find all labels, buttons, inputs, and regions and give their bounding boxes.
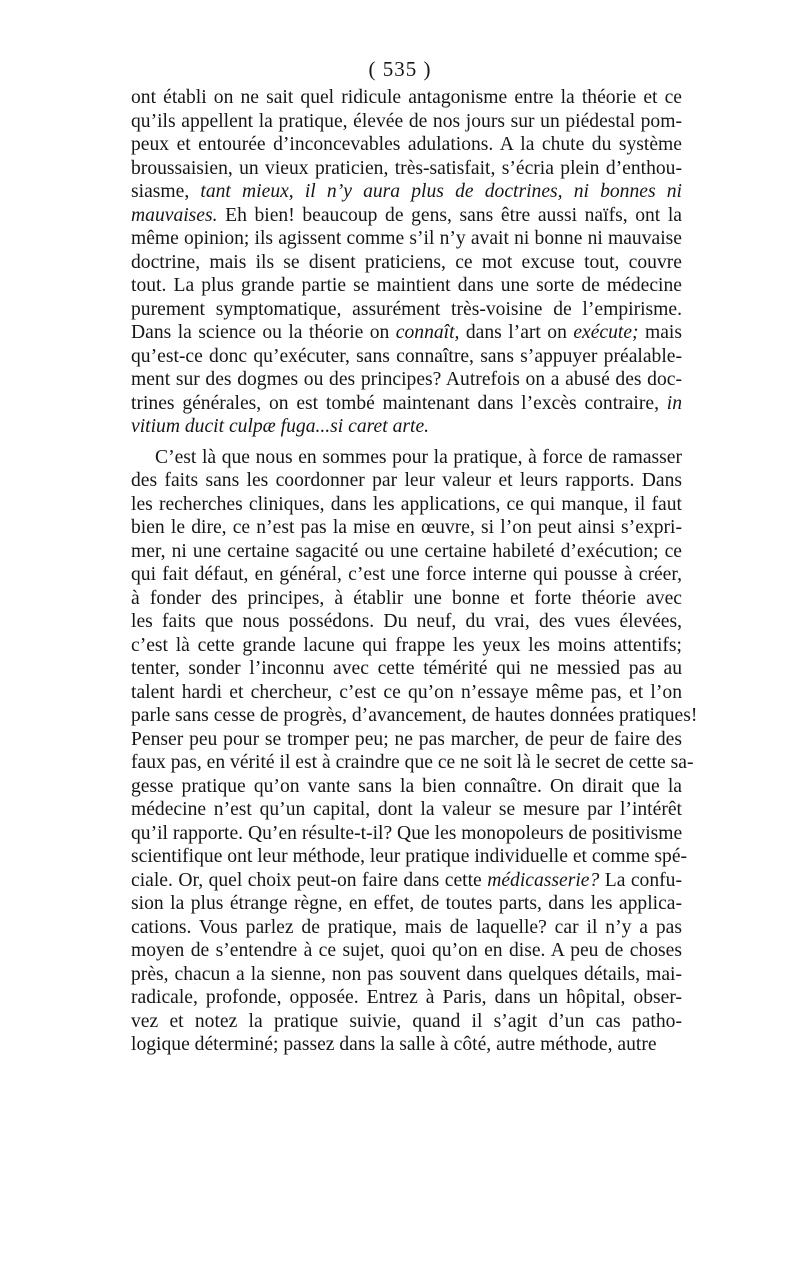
text-segment: scientifique ont leur méthode, leur pratique individuelle et comme spé- [131, 846, 688, 867]
text-segment: ont établi on ne sait quel ridicule antagonisme entre la théorie et ce [131, 87, 682, 108]
text-segment: Penser peu pour se tromper peu; ne pas marcher, de peur de faire des [131, 728, 682, 750]
text-line [131, 368, 682, 392]
text-segment: bien le dire, ce n’est pas la mise en œuvre, si l’on peut ainsi s’expri- [131, 517, 682, 538]
text-line [131, 321, 682, 345]
text-segment: trines générales, on est tombé maintenant dans l’excès contraire, [131, 392, 667, 414]
text-segment: mais [638, 322, 682, 343]
text-segment: ciale. Or, quel choix peut-on faire dans cette [131, 869, 488, 891]
text-line [131, 493, 682, 517]
text-line [131, 728, 682, 752]
text-line [131, 751, 694, 775]
text-segment: purement symptomatique, assurément très-voisine de l’empirisme. [131, 298, 682, 320]
text-segment: même opinion; ils agissent comme s’il n’y avait ni bonne ni mauvaise [131, 228, 682, 249]
text-line [131, 516, 682, 540]
text-segment: mer, ni une certaine sagacité ou une certaine habileté d’exécution; ce [131, 540, 682, 562]
text-segment: siasme, [131, 181, 201, 202]
text-segment: qui fait défaut, en général, c’est une force interne qui pousse à créer, [131, 564, 682, 585]
text-segment: radicale, profonde, opposée. Entrez à Paris, dans un hôpital, obser- [131, 987, 682, 1008]
text-line [131, 634, 682, 658]
text-line [131, 446, 682, 470]
text-segment: Eh bien! beaucoup de gens, sans être aussi naïfs, ont la [217, 204, 682, 226]
body-text [131, 86, 698, 1057]
text-line [131, 1033, 682, 1057]
page-number: ( 535 ) [368, 57, 432, 81]
text-line [131, 822, 682, 846]
italic-text: in [666, 392, 682, 414]
text-segment: près, chacun a la sienne, non pas souvent dans quelques détails, mai- [131, 963, 682, 985]
text-line [131, 704, 698, 728]
text-segment: à fonder des principes, à établir une bonne et forte théorie avec [131, 587, 682, 609]
text-line [131, 963, 682, 987]
text-segment: médecine n’est qu’un capital, dont la valeur se mesure par l’intérêt [131, 799, 682, 820]
italic-text: médicasserie? [487, 869, 600, 891]
text-segment: La confu- [599, 869, 682, 891]
text-line [131, 345, 682, 369]
paragraph-gap [131, 439, 682, 446]
text-line [131, 86, 682, 110]
italic-text: connaît, [395, 322, 460, 343]
text-line [131, 986, 682, 1010]
text-line [131, 180, 682, 204]
text-line [131, 845, 688, 869]
text-segment: tenter, sonder l’inconnu avec cette témérité qui ne messied pas au [131, 658, 682, 679]
text-line [131, 1010, 682, 1034]
text-line [131, 681, 682, 705]
text-segment: peux et entourée d’inconcevables adulations. A la chute du système [131, 134, 682, 155]
text-line [131, 298, 682, 322]
text-segment: C’est là que nous en sommes pour la pratique, à force de ramasser [155, 446, 682, 468]
text-line [131, 392, 682, 416]
text-segment: des faits sans les coordonner par leur valeur et leurs rapports. Dans [131, 470, 682, 491]
text-line [131, 540, 682, 564]
text-segment: c’est là cette grande lacune qui frappe les yeux les moins attentifs; [131, 634, 682, 656]
text-line [131, 110, 682, 134]
text-segment: les faits que nous possédons. Du neuf, du vrai, des vues élevées, [131, 611, 682, 632]
text-segment: qu’ils appellent la pratique, élevée de nos jours sur un piédestal pom- [131, 110, 682, 132]
text-line [131, 274, 682, 298]
text-line [131, 869, 682, 893]
text-line [131, 469, 682, 493]
text-line [131, 157, 682, 181]
text-line [131, 227, 682, 251]
text-line [131, 939, 682, 963]
italic-text: mauvaises. [131, 204, 218, 226]
text-line [131, 415, 682, 439]
text-segment: vez et notez la pratique suivie, quand il s’agit d’un cas patho- [131, 1010, 682, 1032]
text-segment: ment sur des dogmes ou des principes? Autrefois on a abusé des doc- [131, 369, 682, 390]
text-line [131, 610, 682, 634]
text-segment: sion la plus étrange règne, en effet, de toutes parts, dans les applica- [131, 893, 682, 914]
paragraph [131, 446, 698, 1057]
text-segment: Dans la science ou la théorie on [131, 322, 396, 343]
text-segment: les recherches cliniques, dans les applications, ce qui manque, il faut [131, 493, 682, 515]
italic-text: vitium ducit culpæ fuga...si caret arte. [131, 416, 430, 437]
italic-text: exécute; [573, 322, 639, 343]
text-segment: talent hardi et chercheur, c’est ce qu’on n’essaye même pas, et l’on [131, 681, 682, 703]
text-line [131, 916, 682, 940]
text-line [131, 587, 682, 611]
text-segment: logique déterminé; passez dans la salle à côté, autre méthode, autre [131, 1034, 657, 1055]
text-segment: gesse pratique qu’on vante sans la bien connaître. On dirait que la [131, 775, 682, 797]
text-segment: cations. Vous parlez de pratique, mais de laquelle? car il n’y a pas [131, 916, 682, 938]
text-line [131, 251, 682, 275]
text-segment: broussaisien, un vieux praticien, très-satisfait, s’écria plein d’enthou- [131, 157, 682, 179]
text-segment: qu’il rapporte. Qu’en résulte-t-il? Que les monopoleurs de positivisme [131, 822, 683, 844]
text-line [131, 775, 682, 799]
text-line [131, 563, 682, 587]
text-segment: qu’est-ce donc qu’exécuter, sans connaître, sans s’appuyer préalable- [131, 345, 682, 367]
text-segment: parle sans cesse de progrès, d’avancement, de hautes données pratiques! [131, 705, 698, 726]
italic-text: tant mieux, il n’y aura plus de doctrines, ni bonnes ni [200, 181, 682, 202]
text-segment: faux pas, en vérité il est à craindre que ce ne soit là le secret de cette sa- [131, 752, 694, 773]
text-segment: moyen de s’entendre à ce sujet, quoi qu’on en dise. A peu de choses [131, 940, 682, 961]
text-segment: doctrine, mais ils se disent praticiens, ce mot excuse tout, couvre [131, 251, 682, 273]
text-line [131, 657, 682, 681]
text-segment: tout. La plus grande partie se maintient dans une sorte de médecine [131, 275, 682, 296]
paragraph [131, 86, 682, 439]
text-line [131, 204, 682, 228]
text-line [131, 133, 682, 157]
text-segment: dans l’art on [459, 322, 574, 343]
text-line [131, 798, 682, 822]
text-line [131, 892, 682, 916]
